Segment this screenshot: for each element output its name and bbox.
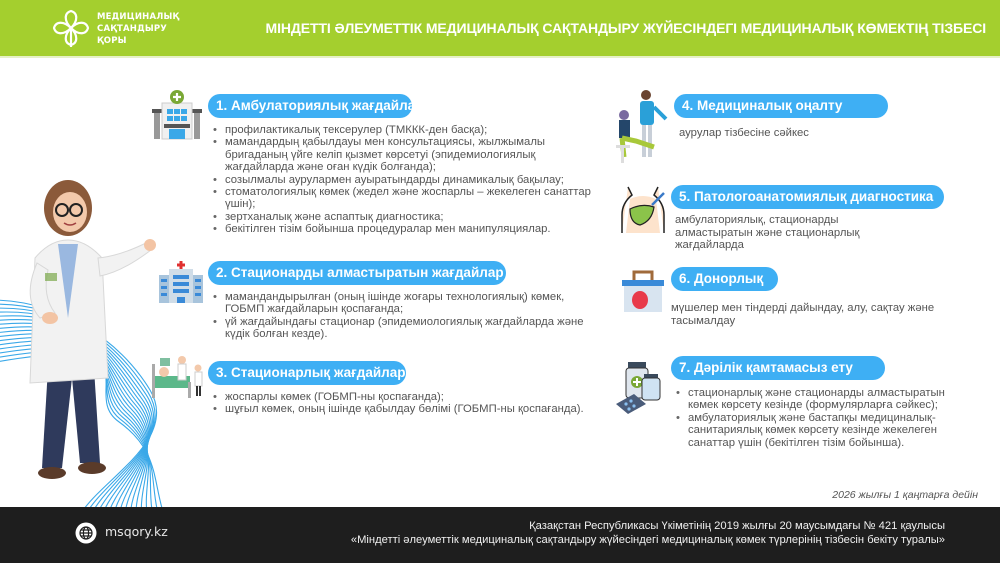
list-item: • шұғыл көмек, оның ішінде қабылдау бөлімі (ГОБМП-ны қоспағанда).	[212, 403, 604, 415]
list-item: • үй жағдайындағы стационар (эпидемиологиялық жағдайларда және күдік болған кезде).	[212, 316, 604, 341]
medicine-bottles-icon	[614, 358, 670, 414]
list-item: • профилактикалық тексерулер (ТМККК-ден басқа);	[212, 124, 602, 136]
legal-reference-line: Қазақстан Республикасы Үкіметінің 2019 жылғы 20 маусымдағы № 421 қаулысы	[529, 520, 945, 532]
section-title-pill: 6. Донорлық	[671, 267, 778, 291]
doctor-illustration	[10, 178, 160, 498]
list-item: • зертханалық және аспаптық диагностика;	[212, 211, 602, 223]
list-item: • стоматологиялық көмек (жедел және жоспарлы – жекелеген санаттар үшін);	[212, 186, 602, 211]
liver-diagnostics-icon	[618, 185, 668, 235]
list-item: • мамандардың қабылдауы мен консультациясы, жылжымалы бригаданың үйге келіп қызмет көрсетуі (эпидемиологиялық жағдайларда және оған күдік болғанда);	[212, 136, 602, 173]
list-item: • бекітілген тізім бойынша процедуралар мен манипуляциялар.	[212, 223, 602, 235]
section-bullet-list	[675, 387, 975, 449]
section-bullet-list	[212, 124, 602, 236]
section-bullet-list	[212, 291, 604, 341]
legal-reference	[351, 520, 945, 547]
list-item: • амбулаториялық және бастапқы медициналық-санитариялық көмек көрсету кезінде жекелеген санаттар үшін (бекітілген тізім бойынша).	[675, 412, 975, 449]
section-title-pill: 1. Амбулаториялық жағдайлар	[208, 94, 412, 118]
fund-logo-text	[97, 11, 179, 47]
rehabilitation-icon	[614, 89, 670, 165]
list-item: • мамандандырылған (оның ішінде жоғары технологиялық) көмек, ГОБМП жағдайларын қоспағанда;	[212, 291, 604, 316]
page-title: МІНДЕТТІ ӘЛЕУМЕТТІК МЕДИЦИНАЛЫҚ САҚТАНДЫРУ ЖҮЙЕСІНДЕГІ МЕДИЦИНАЛЫҚ КӨМЕКТІҢ ТІЗБЕСІ	[265, 20, 986, 36]
section-title-pill: 4. Медициналық оңалту	[674, 94, 888, 118]
footer-bar	[0, 507, 1000, 563]
section-title-pill: 2. Стационарды алмастыратын жағдайлар	[208, 261, 506, 285]
hospital-building-icon	[150, 89, 204, 141]
section-text: мүшелер мен тіндерді дайындау, алу, сақтау және тасымалдау	[671, 302, 935, 327]
organ-cooler-icon	[620, 268, 666, 314]
logo-line: САҚТАНДЫРУ	[97, 24, 168, 34]
list-item: • жоспарлы көмек (ГОБМП-ны қоспағанда);	[212, 391, 604, 403]
list-item: • стационарлық және стационарды алмастыратын көмек көрсету кезінде (формулярларға сәйкес);	[675, 387, 975, 412]
section-title-pill: 3. Стационарлық жағдайлар	[208, 361, 406, 385]
website-link[interactable]: msqory.kz	[105, 524, 168, 539]
logo-line: ҚОРЫ	[97, 36, 127, 46]
hospital-icon	[157, 259, 205, 307]
section-text: амбулаториялық, стационарды алмастыратын және стационарлық жағдайларда	[675, 214, 860, 252]
section-bullet-list	[212, 391, 604, 416]
list-item: • созылмалы аурулармен ауыратындарды динамикалық бақылау;	[212, 174, 602, 186]
section-title-pill: 7. Дәрілік қамтамасыз ету	[671, 356, 885, 380]
section-title-pill: 5. Патологоанатомиялық диагностика	[671, 185, 944, 209]
hospital-bed-icon	[150, 354, 205, 406]
section-text: аурулар тізбесіне сәйкес	[679, 127, 809, 139]
legal-reference-line: «Міндетті әлеуметтік медициналық сақтандыру жүйесіндегі медициналық көмек түрлерінің тізбесін бекіту туралы»	[350, 533, 945, 546]
globe-icon	[75, 522, 97, 544]
header-bar	[0, 0, 1000, 56]
fund-logo-icon	[50, 7, 92, 49]
logo-line: МЕДИЦИНАЛЫҚ	[97, 12, 180, 22]
validity-note: 2026 жылғы 1 қаңтарға дейін	[832, 489, 978, 501]
